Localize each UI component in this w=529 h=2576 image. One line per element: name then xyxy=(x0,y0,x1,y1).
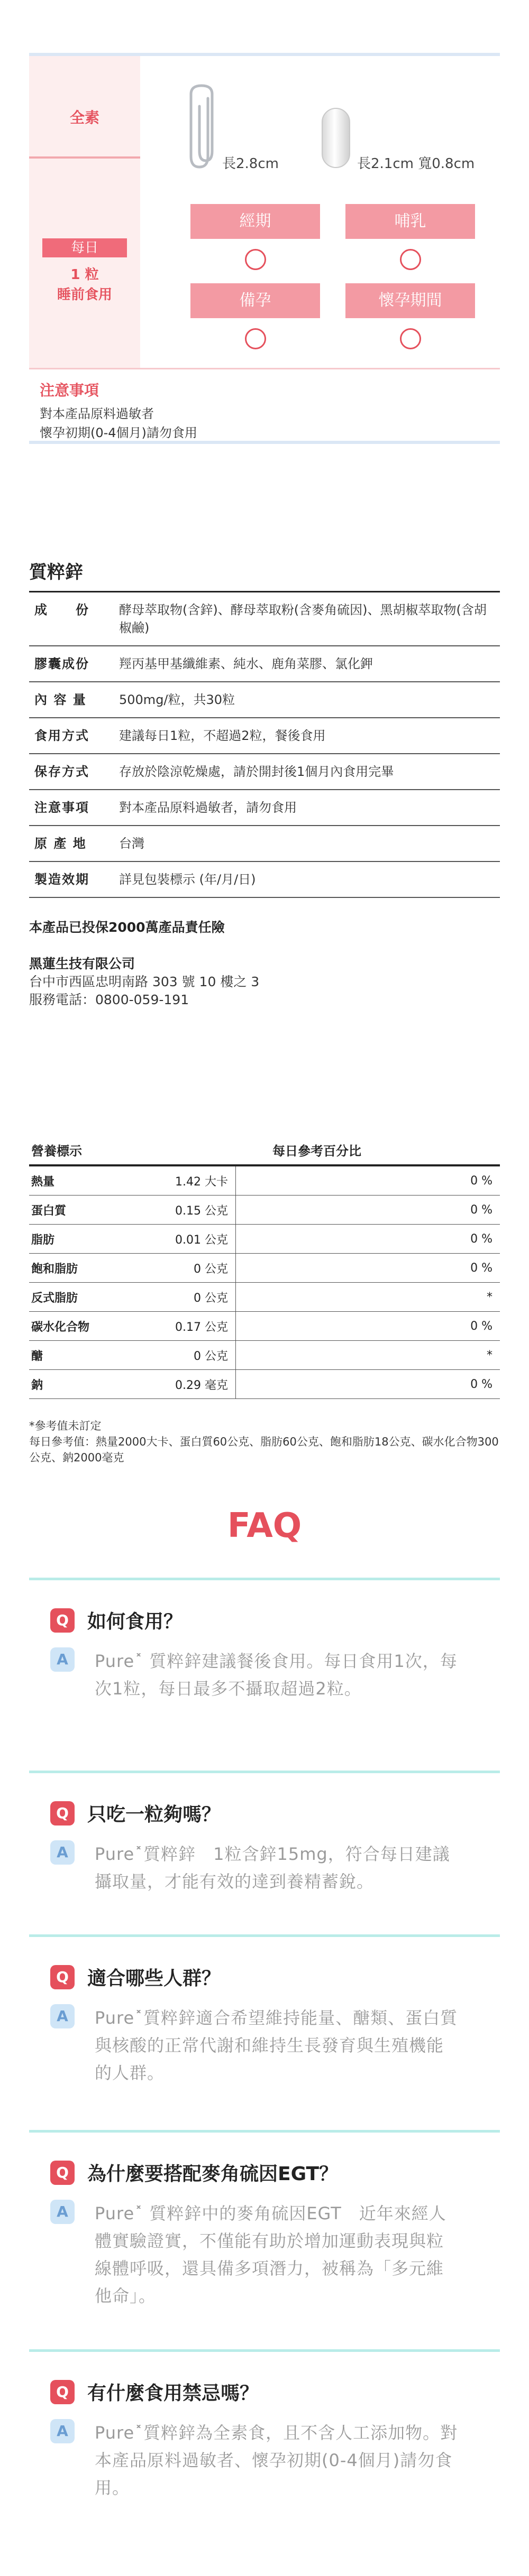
spec-row xyxy=(29,790,500,826)
nutrient-percent: * xyxy=(235,1341,500,1369)
footnote-line: *參考值未訂定 xyxy=(29,1420,102,1432)
faq-item xyxy=(29,1771,500,1895)
spec-value: 存放於陰涼乾燥處，請於開封後1個月內食用完畢 xyxy=(119,764,394,779)
spec-label: 原 產 地 xyxy=(34,836,87,851)
nutrient-amount: 0 公克 xyxy=(194,1349,228,1363)
q-badge: Q xyxy=(50,1608,75,1633)
question-text: 只吃一粒夠嗎？ xyxy=(87,1804,221,1826)
nutrient-percent: 0 % xyxy=(235,1225,500,1253)
spec-value: 對本產品原料過敏者，請勿食用 xyxy=(119,800,297,815)
nutrient-amount: 1.42 大卡 xyxy=(175,1175,228,1189)
nutrition-row xyxy=(29,1225,500,1254)
answer-text: Pure˟質粹鋅 1粒含鋅15mg，符合每日建議攝取量，才能有效的達到養精蓄銳。 xyxy=(95,1844,450,1892)
tag-menstruation: 經期 xyxy=(190,204,320,239)
spec-row xyxy=(29,718,500,754)
divider xyxy=(29,156,140,159)
spec-value: 詳見包裝標示 (年/月/日) xyxy=(119,872,256,887)
faq-answer xyxy=(29,1840,500,1895)
nutrient-amount: 0.15 公克 xyxy=(175,1204,228,1218)
notice-line: 對本產品原料過敏者 xyxy=(40,406,154,421)
nutrition-header-left: 營養標示 xyxy=(31,1144,82,1159)
question-text: 如何食用？ xyxy=(87,1611,183,1633)
spec-label: 成 份 xyxy=(34,603,89,617)
company-name: 黑蓮生技有限公司 xyxy=(29,956,135,971)
spec-value: 建議每日1粒，不超過2粒，餐後食用 xyxy=(119,728,326,743)
spec-row xyxy=(29,646,500,682)
nutrient-amount: 0 公克 xyxy=(194,1262,228,1276)
usage-left-panel xyxy=(29,56,140,368)
daily-badge: 每日 xyxy=(42,238,127,257)
nutrient-percent: * xyxy=(235,1283,500,1311)
tag-breastfeeding: 哺乳 xyxy=(345,204,475,239)
nutrition-row xyxy=(29,1283,500,1312)
capsule-size-label: 長2.1cm 寬0.8cm xyxy=(357,156,475,172)
nutrition-table xyxy=(29,1136,500,1466)
nutrition-row xyxy=(29,1341,500,1370)
nutrition-row xyxy=(29,1196,500,1225)
faq-question[interactable] xyxy=(29,1800,500,1827)
company-phone: 服務電話：0800-059-191 xyxy=(29,992,189,1007)
faq-question[interactable] xyxy=(29,1607,500,1634)
spec-label: 製造效期 xyxy=(34,872,89,887)
answer-text: Pure˟質粹鋅為全素食，且不含人工添加物。對本產品原料過敏者、懷孕初期(0-4個月)請勿食用。 xyxy=(95,2423,458,2498)
nutrient-name: 鈉 xyxy=(31,1378,43,1392)
notice-title: 注意事項 xyxy=(40,382,99,399)
a-badge: A xyxy=(50,1840,75,1865)
spec-row xyxy=(29,826,500,862)
answer-text: Pure˟質粹鋅適合希望維持能量、醣類、蛋白質與核酸的正常代謝和維持生長發育與生殖機能的人群。 xyxy=(95,2008,458,2083)
spec-label: 注意事項 xyxy=(34,800,89,815)
a-badge: A xyxy=(50,2200,75,2224)
capsule-icon xyxy=(320,106,352,170)
tag-preconception: 備孕 xyxy=(190,283,320,318)
a-badge: A xyxy=(50,2004,75,2028)
spec-label: 保存方式 xyxy=(34,764,89,779)
circle-ok-icon xyxy=(400,249,421,270)
question-text: 適合哪些人群？ xyxy=(87,1968,221,1989)
nutrient-name: 飽和脂肪 xyxy=(31,1262,78,1276)
spec-row xyxy=(29,754,500,790)
nutrient-amount: 0.01 公克 xyxy=(175,1233,228,1247)
faq-answer xyxy=(29,2200,500,2310)
notice-box xyxy=(29,368,500,444)
nutrient-name: 碳水化合物 xyxy=(31,1320,90,1334)
nutrient-amount: 0 公克 xyxy=(194,1291,228,1305)
circle-ok-icon xyxy=(245,328,266,349)
nutrient-name: 熱量 xyxy=(31,1175,55,1189)
faq-answer xyxy=(29,2004,500,2087)
circle-ok-icon xyxy=(245,249,266,270)
spec-row xyxy=(29,862,500,898)
faq-question[interactable] xyxy=(29,2378,500,2405)
nutrient-percent: 0 % xyxy=(235,1312,500,1340)
nutrition-row xyxy=(29,1312,500,1341)
q-badge: Q xyxy=(50,1801,75,1826)
dose-count: 1 粒 xyxy=(70,267,99,283)
spec-label: 膠囊成份 xyxy=(34,656,89,671)
faq-item xyxy=(29,2130,500,2310)
length-label: 長2.8cm xyxy=(222,156,279,172)
q-badge: Q xyxy=(50,1965,75,1989)
question-text: 為什麼要搭配麥角硫因EGT？ xyxy=(87,2163,339,2185)
nutrient-amount: 0.17 公克 xyxy=(175,1320,228,1334)
faq-item xyxy=(29,2349,500,2501)
company-info xyxy=(29,955,500,1009)
company-address: 台中市西區忠明南路 303 號 10 樓之 3 xyxy=(29,974,260,989)
spec-label: 食用方式 xyxy=(34,728,89,743)
answer-text: Pure˟ 質粹鋅建議餐後食用。每日食用1次，每次1粒，每日最多不攝取超過2粒。 xyxy=(95,1651,458,1699)
usage-right-panel xyxy=(140,56,500,368)
nutrient-name: 醣 xyxy=(31,1349,43,1363)
nutrient-percent: 0 % xyxy=(235,1370,500,1398)
dose-info xyxy=(29,265,140,305)
faq-title: FAQ xyxy=(227,1506,302,1545)
nutrition-header-right: 每日參考百分比 xyxy=(272,1144,361,1159)
spec-section xyxy=(29,558,500,1009)
answer-text: Pure˟ 質粹鋅中的麥角硫因EGT 近年來經人體實驗證實，不僅能有助於增加運動表現與粒線體呼吸，還具備多項潛力，被稱為「多元維他命」。 xyxy=(95,2203,446,2306)
paperclip-icon xyxy=(188,82,220,172)
a-badge: A xyxy=(50,2419,75,2443)
spec-label: 內 容 量 xyxy=(34,692,87,707)
spec-value: 羥丙基甲基纖維素、純水、鹿角菜膠、氯化鉀 xyxy=(119,656,373,671)
circle-ok-icon xyxy=(400,328,421,349)
usage-card xyxy=(29,53,500,444)
nutrient-percent: 0 % xyxy=(235,1196,500,1224)
nutrition-row xyxy=(29,1370,500,1399)
vegan-label: 全素 xyxy=(69,109,99,126)
spec-value: 酵母萃取物(含鋅)、酵母萃取粉(含麥角硫因)、黑胡椒萃取物(含胡椒鹼) xyxy=(119,603,487,635)
faq-answer xyxy=(29,1647,500,1702)
footnote-line: 每日參考值：熱量2000大卡、蛋白質60公克、脂肪60公克、飽和脂肪18公克、碳水化合物300公克、鈉2000毫克 xyxy=(29,1435,499,1464)
product-title: 質粹鋅 xyxy=(29,558,500,592)
nutrient-percent: 0 % xyxy=(235,1166,500,1195)
a-badge: A xyxy=(50,1647,75,1672)
faq-question[interactable] xyxy=(29,1963,500,1990)
q-badge: Q xyxy=(50,2161,75,2185)
question-text: 有什麼食用禁忌嗎？ xyxy=(87,2383,259,2404)
faq-answer xyxy=(29,2419,500,2501)
nutrient-name: 蛋白質 xyxy=(31,1204,67,1218)
nutrition-footnote xyxy=(29,1418,500,1466)
nutrient-name: 反式脂肪 xyxy=(31,1291,78,1305)
faq-item xyxy=(29,1934,500,2087)
spec-value: 500mg/粒，共30粒 xyxy=(119,692,235,707)
nutrition-header xyxy=(29,1136,500,1166)
faq-question[interactable] xyxy=(29,2159,500,2186)
spec-row xyxy=(29,682,500,718)
nutrient-amount: 0.29 毫克 xyxy=(175,1378,228,1392)
notice-line: 懷孕初期(0-4個月)請勿食用 xyxy=(40,425,197,440)
faq-item xyxy=(29,1578,500,1702)
q-badge: Q xyxy=(50,2380,75,2404)
tag-pregnancy: 懷孕期間 xyxy=(345,283,475,318)
nutrition-row xyxy=(29,1254,500,1283)
dose-timing: 睡前食用 xyxy=(57,287,112,303)
spec-value: 台灣 xyxy=(119,836,144,851)
insurance-note: 本產品已投保2000萬產品責任險 xyxy=(29,920,225,935)
nutrition-row xyxy=(29,1166,500,1196)
nutrient-percent: 0 % xyxy=(235,1254,500,1282)
nutrient-name: 脂肪 xyxy=(31,1233,55,1247)
spec-row xyxy=(29,592,500,646)
